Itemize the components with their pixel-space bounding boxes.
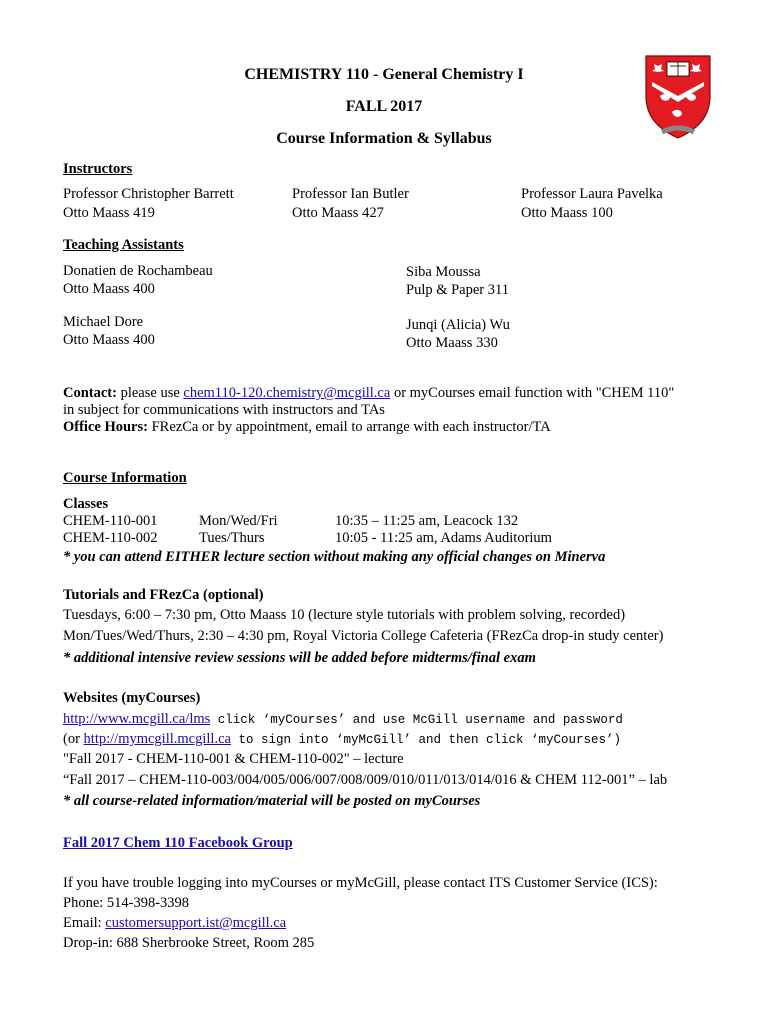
ta-office: Otto Maass 330 bbox=[406, 335, 498, 351]
classes-note: * you can attend EITHER lecture section without making any official changes on Minerva bbox=[63, 549, 606, 565]
ta-name: Junqi (Alicia) Wu bbox=[406, 317, 510, 333]
tutorials-heading: Tutorials and FRezCa (optional) bbox=[63, 587, 264, 603]
ta-office: Pulp & Paper 311 bbox=[406, 282, 509, 298]
instructor-office: Otto Maass 100 bbox=[521, 205, 613, 221]
class-days: Mon/Wed/Fri bbox=[199, 513, 278, 529]
ta-office: Otto Maass 400 bbox=[63, 332, 155, 348]
instructor-office: Otto Maass 419 bbox=[63, 205, 155, 221]
tutorials-line-2: Mon/Tues/Wed/Thurs, 2:30 – 4:30 pm, Royal Victoria College Cafeteria (FRezCa drop-in study center) bbox=[63, 628, 664, 644]
class-code: CHEM-110-001 bbox=[63, 513, 158, 529]
classes-heading: Classes bbox=[63, 496, 109, 512]
tutorials-line-1: Tuesdays, 6:00 – 7:30 pm, Otto Maass 10 (lecture style tutorials with problem solving, recorded) bbox=[63, 607, 626, 623]
instructor-office: Otto Maass 427 bbox=[292, 205, 384, 221]
support-intro: If you have trouble logging into myCourses or myMcGill, please contact ITS Customer Service (ICS): bbox=[63, 875, 658, 891]
instructors-heading: Instructors bbox=[63, 161, 133, 177]
support-dropin: Drop-in: 688 Sherbrooke Street, Room 285 bbox=[63, 935, 315, 951]
document-subtitle: Course Information & Syllabus bbox=[276, 130, 492, 147]
support-email-line: Email: customersupport.ist@mcgill.ca bbox=[63, 915, 287, 931]
websites-heading: Websites (myCourses) bbox=[63, 690, 201, 706]
contact-email-link[interactable]: chem110-120.chemistry@mcgill.ca bbox=[183, 385, 391, 401]
class-days: Tues/Thurs bbox=[199, 530, 265, 546]
mymcgill-link[interactable]: http://mymcgill.mcgill.ca bbox=[83, 731, 231, 747]
tas-heading: Teaching Assistants bbox=[63, 237, 184, 253]
websites-note: * all course-related information/material will be posted on myCourses bbox=[63, 793, 481, 809]
class-code: CHEM-110-002 bbox=[63, 530, 158, 546]
class-time: 10:05 - 11:25 am, Adams Auditorium bbox=[335, 530, 552, 546]
ta-name: Michael Dore bbox=[63, 314, 144, 330]
facebook-group-link[interactable]: Fall 2017 Chem 110 Facebook Group bbox=[63, 835, 293, 851]
contact-line: Contact: please use chem110-120.chemistry@mcgill.ca or myCourses email function with "CHEM 110" bbox=[63, 385, 675, 401]
contact-label: Contact: bbox=[63, 385, 117, 401]
tutorials-note: * additional intensive review sessions will be added before midterms/final exam bbox=[63, 650, 536, 666]
ta-name: Donatien de Rochambeau bbox=[63, 263, 213, 279]
support-phone: Phone: 514-398-3398 bbox=[63, 895, 190, 911]
course-info-heading: Course Information bbox=[63, 470, 187, 486]
office-hours-line: Office Hours: FRezCa or by appointment, email to arrange with each instructor/TA bbox=[63, 419, 551, 435]
ta-office: Otto Maass 400 bbox=[63, 281, 155, 297]
instructor-name: Professor Christopher Barrett bbox=[63, 186, 234, 202]
contact-line-2: in subject for communications with instructors and TAs bbox=[63, 402, 385, 418]
websites-line-1: http://www.mcgill.ca/lms click ‘myCourses’ and use McGill username and password bbox=[63, 711, 623, 727]
websites-line-2: (or http://mymcgill.mcgill.ca to sign into ‘myMcGill’ and then click ‘myCourses’) bbox=[63, 731, 622, 747]
support-email-link[interactable]: customersupport.ist@mcgill.ca bbox=[105, 915, 287, 931]
websites-line-3: "Fall 2017 - CHEM-110-001 & CHEM-110-002" – lecture bbox=[63, 751, 404, 767]
lms-link[interactable]: http://www.mcgill.ca/lms bbox=[63, 711, 211, 727]
websites-line-4: “Fall 2017 – CHEM-110-003/004/005/006/007/008/009/010/011/013/014/016 & CHEM 112-001” – lab bbox=[63, 772, 668, 788]
office-hours-label: Office Hours: bbox=[63, 419, 148, 435]
class-time: 10:35 – 11:25 am, Leacock 132 bbox=[335, 513, 519, 529]
ta-name: Siba Moussa bbox=[406, 264, 481, 280]
instructor-name: Professor Laura Pavelka bbox=[521, 186, 663, 202]
document-title: CHEMISTRY 110 - General Chemistry I bbox=[244, 66, 524, 83]
instructor-name: Professor Ian Butler bbox=[292, 186, 409, 202]
document-term: FALL 2017 bbox=[345, 98, 423, 115]
